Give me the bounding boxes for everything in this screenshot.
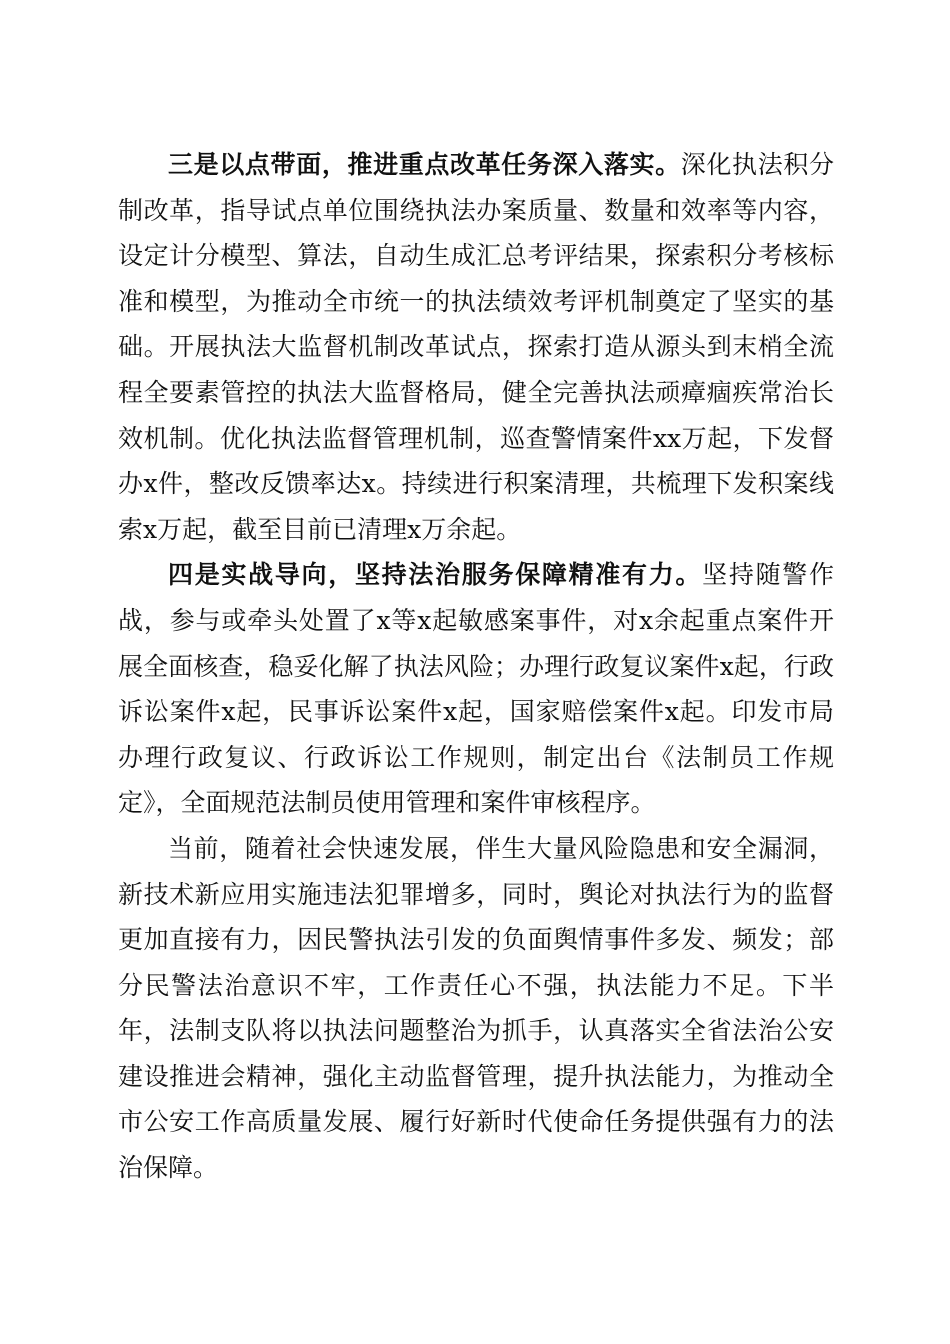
paragraph-text: 坚持随警作战，参与或牵头处置了x等x起敏感案事件，对x余起重点案件开展全面核查，稳妥化解了执法风险；办理行政复议案件x起，行政诉讼案件x起，民事诉讼案件x起，国家赔偿案件x起。印发市局办理行政复议、行政诉讼工作规则，制定出台《法制员工作规定》，全面规范法制员使用管理和案件审核程序。 xyxy=(118,560,834,818)
paragraph-legal-service xyxy=(118,552,834,826)
document-body xyxy=(118,142,834,1191)
paragraph-heading: 三是以点带面，推进重点改革任务深入落实。 xyxy=(168,150,681,179)
paragraph-text: 当前，随着社会快速发展，伴生大量风险隐患和安全漏洞，新技术新应用实施违法犯罪增多，同时，舆论对执法行为的监督更加直接有力，因民警执法引发的负面舆情事件多发、频发；部分民警法治意识不牢，工作责任心不强，执法能力不足。下半年，法制支队将以执法问题整治为抓手，认真落实全省法治公安建设推进会精神，强化主动监督管理，提升执法能力，为推动全市公安工作高质量发展、履行好新时代使命任务提供强有力的法治保障。 xyxy=(118,833,834,1183)
paragraph-text: 深化执法积分制改革，指导试点单位围绕执法办案质量、数量和效率等内容，设定计分模型、算法，自动生成汇总考评结果，探索积分考核标准和模型，为推动全市统一的执法绩效考评机制奠定了坚实的基础。开展执法大监督机制改革试点，探索打造从源头到末梢全流程全要素管控的执法大监督格局，健全完善执法顽瘴痼疾常治长效机制。优化执法监督管理机制，巡查警情案件xx万起，下发督办x件，整改反馈率达x。持续进行积案清理，共梳理下发积案线索x万起，截至目前已清理x万余起。 xyxy=(118,150,834,544)
paragraph-reform-tasks xyxy=(118,142,834,552)
paragraph-outlook xyxy=(118,826,834,1191)
paragraph-heading: 四是实战导向，坚持法治服务保障精准有力。 xyxy=(168,560,703,590)
